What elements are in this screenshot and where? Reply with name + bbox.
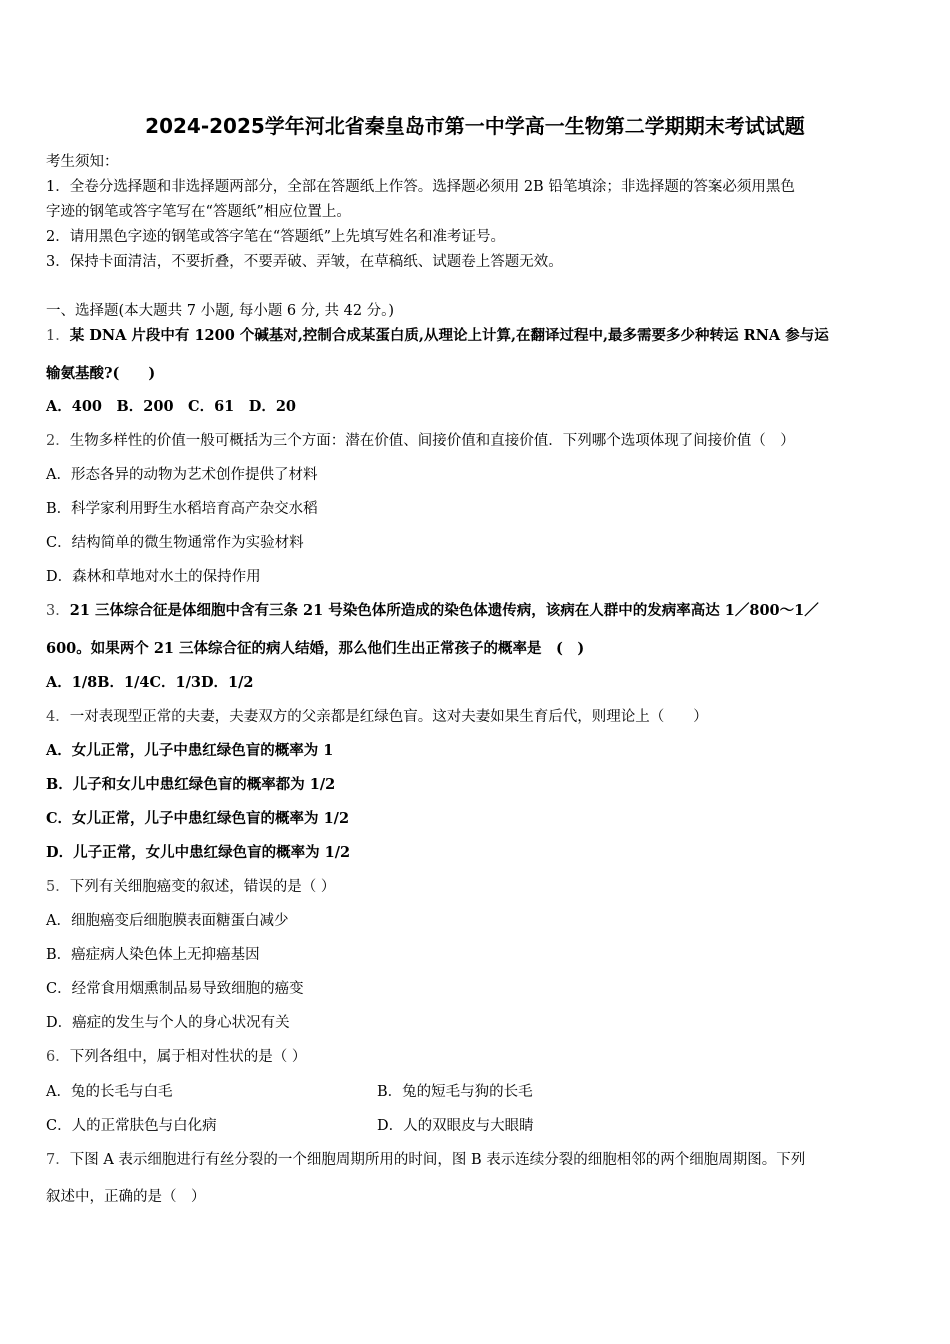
notice-item-1: 1．全卷分选择题和非选择题两部分，全部在答题纸上作答。选择题必须用 2B 铅笔填涂；非选择题的答案必须用黑色 — [46, 179, 795, 195]
q6-option-c: C．人的正常肤色与白化病 — [46, 1118, 217, 1134]
q6-stem — [46, 1047, 306, 1067]
notice-item-3: 3．保持卡面清洁，不要折叠，不要弄破、弄皱，在草稿纸、试题卷上答题无效。 — [46, 254, 563, 270]
q1-number: 1． — [46, 328, 70, 344]
notice-heading: 考生须知： — [46, 154, 119, 170]
notice-item-2: 2．请用黑色字迹的钢笔或答字笔在“答题纸”上先填写姓名和准考证号。 — [46, 229, 506, 245]
q3-number: 3． — [46, 603, 70, 619]
q3-options: A．1/8B．1/4C．1/3D．1/2 — [46, 674, 254, 691]
q4-option-a: A．女儿正常，儿子中患红绿色盲的概率为 1 — [46, 742, 334, 759]
section-heading: 一、选择题(本大题共 7 小题, 每小题 6 分, 共 42 分。) — [46, 303, 395, 319]
q5-stem-text: 下列有关细胞癌变的叙述，错误的是（ ） — [69, 879, 336, 895]
q5-option-a: A．细胞癌变后细胞膜表面糖蛋白减少 — [46, 913, 289, 929]
q2-option-c: C．结构简单的微生物通常作为实验材料 — [46, 535, 304, 551]
q1-stem-line1: 某 DNA 片段中有 1200 个碱基对,控制合成某蛋白质,从理论上计算,在翻译过程中,最多需要多少种转运 RNA 参与运 — [69, 327, 829, 344]
q7-number: 7． — [46, 1152, 70, 1168]
q4-option-c: C．女儿正常，儿子中患红绿色盲的概率为 1/2 — [46, 810, 350, 827]
q3-stem-line1: 21 三体综合征是体细胞中含有三条 21 号染色体所造成的染色体遗传病，该病在人群中的发病率高达 1／800～1／ — [69, 602, 819, 619]
q1-stem — [46, 326, 829, 346]
notice-item-1-cont: 字迹的钢笔或答字笔写在“答题纸”相应位置上。 — [46, 204, 351, 220]
q2-option-d: D．森林和草地对水土的保持作用 — [46, 569, 261, 585]
q4-number: 4． — [46, 709, 70, 725]
q6-stem-text: 下列各组中，属于相对性状的是（ ） — [69, 1049, 307, 1065]
q7-stem-line2: 叙述中，正确的是（ ） — [46, 1189, 206, 1205]
q3-stem-line2: 600。如果两个 21 三体综合征的病人结婚，那么他们生出正常孩子的概率是 ( ) — [46, 640, 585, 657]
q2-stem-text: 生物多样性的价值一般可概括为三个方面：潜在价值、间接价值和直接价值．下列哪个选项体现了间接价值（ ） — [69, 433, 795, 449]
q2-number: 2． — [46, 433, 70, 449]
page-title: 2024-2025学年河北省秦皇岛市第一中学高一生物第二学期期末考试试题 — [145, 114, 805, 138]
q4-stem — [46, 707, 708, 727]
q2-stem — [46, 431, 795, 451]
q5-stem — [46, 877, 335, 897]
q4-stem-text: 一对表现型正常的夫妻，夫妻双方的父亲都是红绿色盲。这对夫妻如果生育后代，则理论上（ ） — [69, 709, 708, 725]
q2-option-b: B．科学家利用野生水稻培育高产杂交水稻 — [46, 501, 318, 517]
q6-option-d: D．人的双眼皮与大眼睛 — [377, 1118, 534, 1134]
q5-option-b: B．癌症病人染色体上无抑癌基因 — [46, 947, 260, 963]
q7-stem-line1: 下图 A 表示细胞进行有丝分裂的一个细胞周期所用的时间，图 B 表示连续分裂的细胞相邻的两个细胞周期图。下列 — [69, 1152, 806, 1168]
q2-option-a: A．形态各异的动物为艺术创作提供了材料 — [46, 467, 318, 483]
q6-number: 6． — [46, 1049, 70, 1065]
q5-option-c: C．经常食用烟熏制品易导致细胞的癌变 — [46, 981, 304, 997]
q4-option-b: B．儿子和女儿中患红绿色盲的概率都为 1/2 — [46, 776, 336, 793]
q5-option-d: D．癌症的发生与个人的身心状况有关 — [46, 1015, 290, 1031]
q1-options: A．400 B．200 C．61 D．20 — [46, 398, 297, 415]
q1-stem-line2: 输氨基酸?( ) — [46, 365, 156, 382]
q6-option-b: B．兔的短毛与狗的长毛 — [377, 1084, 533, 1100]
q3-stem — [46, 601, 819, 621]
q4-option-d: D．儿子正常，女儿中患红绿色盲的概率为 1/2 — [46, 844, 351, 861]
q7-stem — [46, 1150, 805, 1170]
q6-option-a: A．兔的长毛与白毛 — [46, 1084, 173, 1100]
q5-number: 5． — [46, 879, 70, 895]
